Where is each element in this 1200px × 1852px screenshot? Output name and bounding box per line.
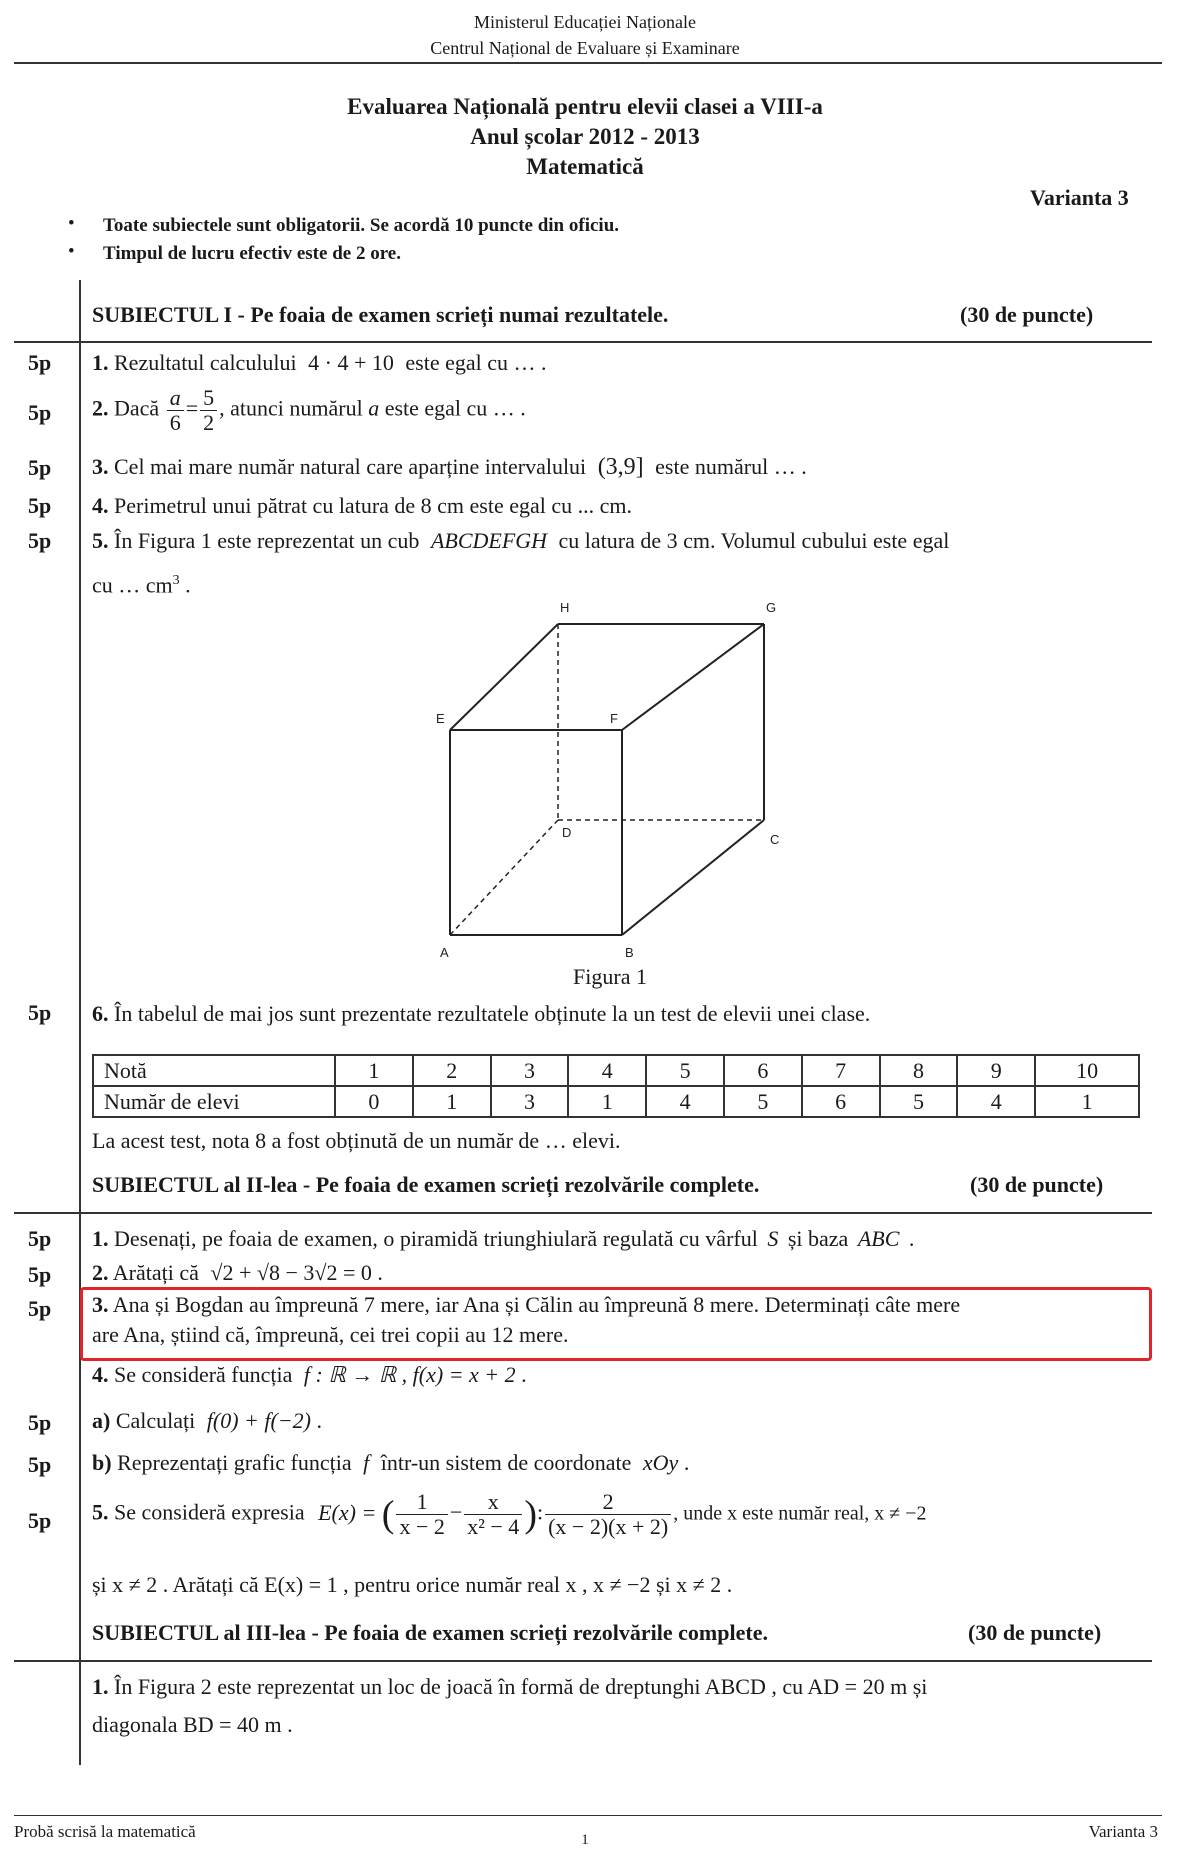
frac-denominator: 2 <box>203 410 215 435</box>
subject2-points: (30 de puncte) <box>970 1172 1104 1197</box>
frac-denominator: 6 <box>169 410 181 435</box>
vertex-label-A: A <box>440 945 449 960</box>
q-end: . <box>521 1362 527 1387</box>
fraction-a-over-6 <box>167 386 184 435</box>
bullet-1: • <box>68 213 75 234</box>
subject3-q1 <box>92 1668 1132 1744</box>
subject2-title: SUBIECTUL al II-lea - Pe foaia de examen scrieți rezolvările complete. <box>92 1172 760 1197</box>
q-expression: √2 + √8 − 3√2 = 0 <box>210 1260 372 1285</box>
fraction-5-over-2 <box>200 386 217 435</box>
subject2-q5-line2: și x ≠ 2 . Arătați că E(x) = 1 , pentru orice număr real x , x ≠ −2 și x ≠ 2 . <box>92 1572 733 1597</box>
q-expression: 4 · 4 + 10 <box>308 350 394 375</box>
q-end: . <box>683 1450 690 1475</box>
base-ABC: ABC <box>857 1226 900 1251</box>
table-cell: 5 <box>724 1086 802 1117</box>
school-year: Anul școlar 2012 - 2013 <box>470 124 700 149</box>
vertex-label-D: D <box>562 825 572 840</box>
interval: (3,9] <box>597 454 644 480</box>
q-number: 1. <box>92 1226 109 1251</box>
expression-E: E(x) = <box>318 1499 377 1525</box>
q-end: . <box>377 1260 383 1285</box>
q-number: 1. <box>92 350 109 375</box>
ministry-name: Ministerul Educației Naționale <box>474 12 696 32</box>
frac-numerator: 2 <box>545 1490 671 1515</box>
q-end: . <box>185 572 191 598</box>
grades-table <box>92 1054 1140 1118</box>
table-cell: 0 <box>335 1086 413 1117</box>
subject1-points: (30 de puncte) <box>960 302 1094 327</box>
subject3-title: SUBIECTUL al III-lea - Pe foaia de examen scrieți rezolvările complete. <box>92 1620 768 1645</box>
table-cell: 1 <box>413 1086 491 1117</box>
table-row <box>93 1086 1139 1117</box>
subject1-q5 <box>92 524 1132 558</box>
q-number: 3. <box>92 1292 109 1317</box>
footer-right: Varianta 3 <box>1088 1822 1158 1841</box>
subject2-divider <box>14 1212 1152 1214</box>
q-text: Dacă <box>114 395 160 421</box>
edge-BC <box>622 820 764 935</box>
subject3-points: (30 de puncte) <box>968 1620 1102 1645</box>
subject1-title: SUBIECTUL I - Pe foaia de examen scrieți numai rezultatele. <box>92 302 669 327</box>
table-cell: 1 <box>568 1086 646 1117</box>
subject1-q6-tail: La acest test, nota 8 a fost obținută de un număr de … elevi. <box>92 1128 621 1153</box>
margin-line <box>79 280 81 1765</box>
q-number: 2. <box>92 1260 109 1285</box>
q-text: Desenați, pe foaia de examen, o piramidă triunghiulară regulată cu vârful <box>114 1226 758 1251</box>
q5-points: 5p <box>28 528 52 553</box>
vertex-label-B: B <box>625 945 634 960</box>
function-def: f : ℝ → ℝ , f(x) = x + 2 <box>303 1362 516 1387</box>
superscript: 3 <box>172 573 180 588</box>
q-letter: b) <box>92 1450 112 1475</box>
q4-points: 5p <box>28 493 52 518</box>
q-letter: a) <box>92 1408 111 1433</box>
frac-numerator: 1 <box>396 1490 447 1515</box>
table-cell: 4 <box>568 1055 646 1086</box>
q-tail: este numărul … . <box>655 454 807 479</box>
table-cell: Număr de elevi <box>93 1086 335 1117</box>
q1-points: 5p <box>28 350 52 375</box>
subject2-q4a <box>92 1404 1132 1438</box>
table-cell: Notă <box>93 1055 335 1086</box>
frac-numerator: 5 <box>200 386 217 411</box>
q-line2: diagonala BD = 40 m . <box>92 1712 293 1737</box>
s2q3-points: 5p <box>28 1296 52 1321</box>
q-number: 5. <box>92 1499 109 1525</box>
coordinate-system: xOy <box>642 1450 679 1475</box>
q-text: Cel mai mare număr natural care aparține intervalului <box>114 454 587 479</box>
q-text: Reprezentați grafic funcția <box>117 1450 352 1475</box>
table-cell: 1 <box>1035 1086 1139 1117</box>
vertex-S: S <box>767 1226 779 1251</box>
table-cell: 4 <box>646 1086 724 1117</box>
q-text: În tabelul de mai jos sunt prezentate rezultatele obținute la un test de elevii unei clase. <box>114 1001 871 1026</box>
q-number: 6. <box>92 1001 109 1026</box>
s2q4b-points: 5p <box>28 1452 52 1477</box>
frac-denominator: (x − 2)(x + 2) <box>548 1514 669 1539</box>
footer-left: Probă scrisă la matematică <box>14 1822 196 1841</box>
q-text2: cu latura de 3 cm. Volumul cubului este egal <box>558 528 950 553</box>
q-number: 3. <box>92 454 109 479</box>
subject1-q4 <box>92 489 1132 523</box>
vertex-label-E: E <box>436 711 445 726</box>
vertex-label-F: F <box>610 711 618 726</box>
q-line2: are Ana, știind că, împreună, cei trei copii au 12 mere. <box>92 1322 569 1347</box>
q-text: Perimetrul unui pătrat cu latura de 8 cm este egal cu ... cm. <box>114 493 633 518</box>
fraction-2 <box>464 1490 522 1539</box>
q-end: . <box>316 1408 322 1433</box>
table-row <box>93 1055 1139 1086</box>
q-number: 1. <box>92 1674 109 1699</box>
vertex-label-H: H <box>560 600 570 615</box>
q-tail2: este egal cu … . <box>384 395 526 421</box>
q-line1: Ana și Bogdan au împreună 7 mere, iar Ana și Călin au împreună 8 mere. Determinați câte mere <box>112 1292 961 1317</box>
function-f: f <box>363 1450 370 1475</box>
highlight-box <box>80 1287 1152 1361</box>
table-cell: 10 <box>1035 1055 1139 1086</box>
fraction-3 <box>545 1490 671 1539</box>
q-line1: În Figura 2 este reprezentat un loc de joacă în formă de dreptunghi ABCD , cu AD = 20 m și <box>114 1674 928 1699</box>
q-text: Se consideră funcția <box>114 1362 293 1387</box>
colon-sign: : <box>536 1499 544 1525</box>
table-cell: 8 <box>880 1055 958 1086</box>
page-number: 1 <box>581 1832 589 1848</box>
q-text: Calculați <box>115 1408 196 1433</box>
hidden-edge-AD <box>450 820 558 935</box>
frac-denominator: x − 2 <box>399 1514 445 1539</box>
subject2-q5 <box>92 1490 1152 1539</box>
table-cell: 6 <box>802 1086 880 1117</box>
subject1-divider <box>14 341 1152 343</box>
instruction-2: Timpul de lucru efectiv este de 2 ore. <box>103 243 401 264</box>
q-text3: cu … cm <box>92 572 173 598</box>
variant-label: Varianta 3 <box>1030 185 1129 210</box>
s2q1-points: 5p <box>28 1226 52 1251</box>
footer-divider <box>14 1815 1162 1816</box>
q6-points: 5p <box>28 1000 52 1025</box>
frac-denominator: x² − 4 <box>467 1514 520 1539</box>
q-text: Se consideră expresia <box>114 1499 305 1525</box>
edge-FG <box>622 624 764 730</box>
q-number: 4. <box>92 493 109 518</box>
q-end: . <box>908 1226 915 1251</box>
bullet-2: • <box>68 241 75 262</box>
q-text: În Figura 1 este reprezentat un cub <box>114 528 420 553</box>
q-tail: într-un sistem de coordonate <box>380 1450 632 1475</box>
edge-EH <box>450 624 558 730</box>
subject1-q6 <box>92 997 1132 1031</box>
subject1-q3 <box>92 450 1132 484</box>
subject-name: Matematică <box>526 154 644 179</box>
subject2-q2 <box>92 1256 1132 1290</box>
subject2-q4 <box>92 1358 1132 1392</box>
q-expression: f(0) + f(−2) <box>206 1408 311 1433</box>
header-divider <box>14 62 1162 64</box>
q-tail: este egal cu … . <box>405 350 547 375</box>
table-cell: 5 <box>646 1055 724 1086</box>
s2q4a-points: 5p <box>28 1410 52 1435</box>
q-text: Arătați că <box>112 1260 199 1285</box>
table-cell: 3 <box>491 1086 569 1117</box>
exam-title: Evaluarea Națională pentru elevii clasei a VIII-a <box>347 94 823 119</box>
q-tail: , atunci numărul <box>219 395 363 421</box>
subject1-q1 <box>92 346 1132 380</box>
q2-points: 5p <box>28 400 52 425</box>
table-cell: 5 <box>880 1086 958 1117</box>
cube-figure <box>420 595 800 960</box>
q-tail: , unde x este număr real, x ≠ −2 <box>673 1502 927 1525</box>
fraction-1 <box>396 1490 447 1539</box>
q-number: 4. <box>92 1362 109 1387</box>
table-cell: 3 <box>491 1055 569 1086</box>
vertex-label-C: C <box>770 832 780 847</box>
q-number: 5. <box>92 528 109 553</box>
subject2-q1 <box>92 1222 1132 1256</box>
q-mid: și baza <box>787 1226 849 1251</box>
center-name: Centrul Național de Evaluare și Examinare <box>430 38 740 58</box>
instruction-1: Toate subiectele sunt obligatorii. Se acordă 10 puncte din oficiu. <box>103 215 620 236</box>
paren-close: ) <box>524 1493 537 1536</box>
frac-numerator: x <box>464 1490 522 1515</box>
subject1-q2 <box>92 386 1132 435</box>
s2q2-points: 5p <box>28 1262 52 1287</box>
figure-caption: Figura 1 <box>573 964 647 989</box>
variable-a: a <box>368 395 380 421</box>
vertex-label-G: G <box>766 600 777 615</box>
s2q5-points: 5p <box>28 1508 52 1533</box>
table-cell: 4 <box>957 1086 1035 1117</box>
q-number: 2. <box>92 395 109 421</box>
q3-points: 5p <box>28 455 52 480</box>
table-cell: 2 <box>413 1055 491 1086</box>
equals-sign: = <box>185 395 199 421</box>
table-cell: 9 <box>957 1055 1035 1086</box>
subject3-divider <box>14 1660 1152 1662</box>
table-cell: 6 <box>724 1055 802 1086</box>
minus-sign: − <box>449 1499 463 1525</box>
cube-name: ABCDEFGH <box>430 528 548 553</box>
table-cell: 7 <box>802 1055 880 1086</box>
paren-open: ( <box>381 1493 395 1536</box>
subject2-q4b <box>92 1446 1132 1480</box>
q-text: Rezultatul calculului <box>114 350 297 375</box>
table-cell: 1 <box>335 1055 413 1086</box>
frac-numerator: a <box>169 385 181 410</box>
